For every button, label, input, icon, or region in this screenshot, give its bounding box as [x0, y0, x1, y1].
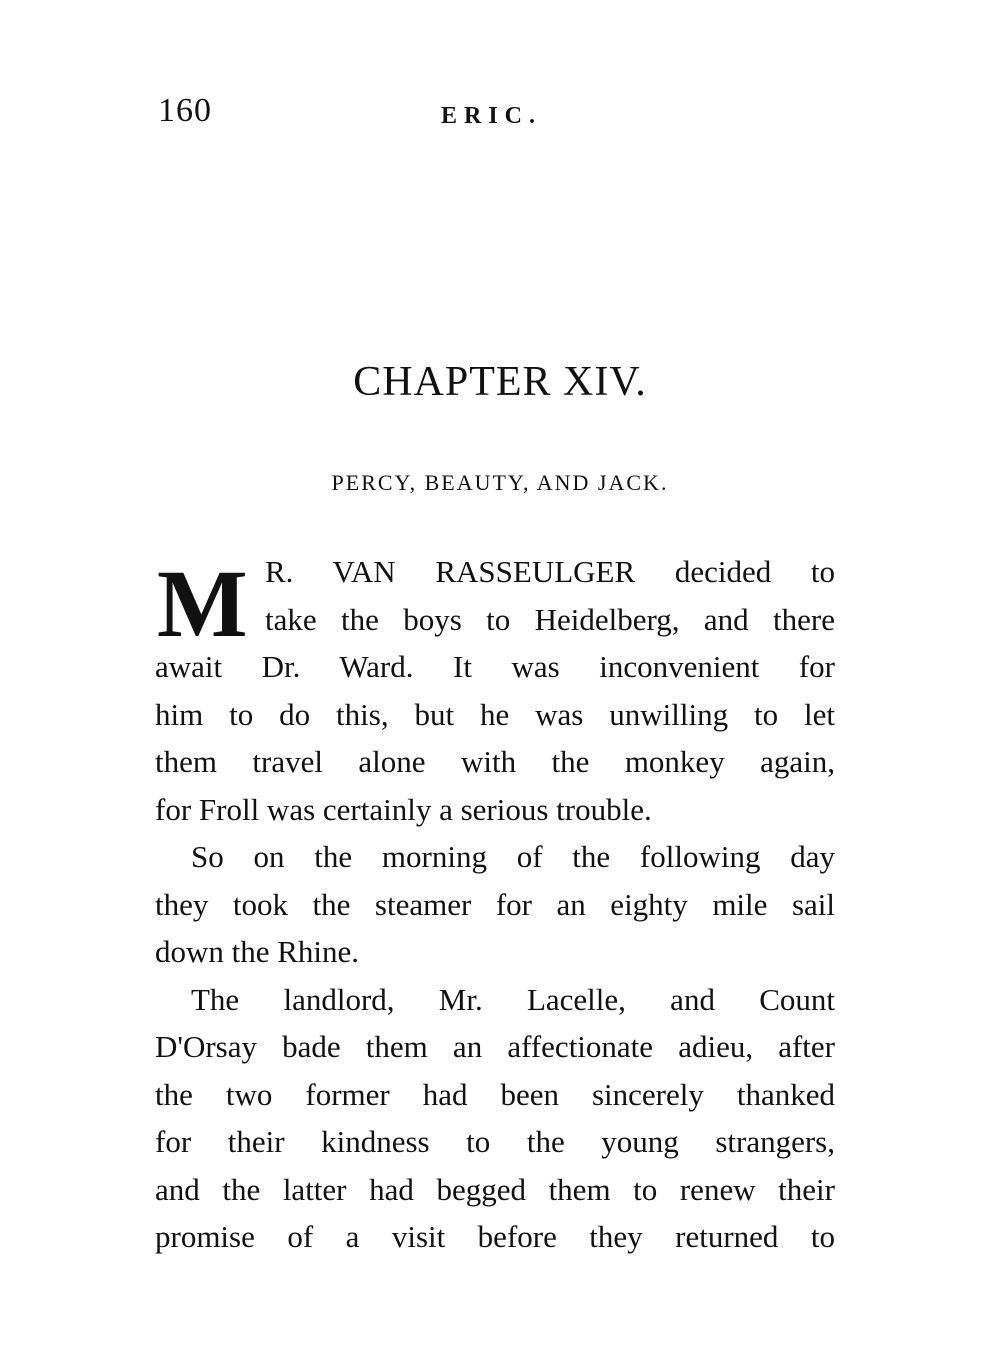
body-line: The landlord, Mr. Lacelle, and Count	[191, 981, 835, 1017]
chapter-title	[0, 358, 1000, 406]
drop-cap: M	[157, 550, 248, 657]
body-text	[155, 548, 835, 1261]
body-line: for Froll was certainly a serious trouble.	[155, 791, 652, 827]
body-line: promise of a visit before they returned to	[155, 1219, 835, 1254]
body-line: take the boys to Heidelberg, and there	[265, 601, 835, 637]
body-line: So on the morning of the following day	[191, 839, 835, 874]
body-line: for their kindness to the young strangers,	[155, 1124, 835, 1159]
body-line: and the latter had begged them to renew their	[155, 1171, 835, 1207]
body-line: him to do this, but he was unwilling to let	[155, 696, 835, 732]
chapter-title-text: CHAPTER XIV.	[353, 359, 647, 405]
chapter-subtitle: PERCY, BEAUTY, AND JACK.	[331, 470, 669, 495]
body-line: them travel alone with the monkey again,	[155, 744, 835, 779]
body-line: the two former had been sincerely thanked	[155, 1076, 835, 1112]
running-title: ERIC.	[441, 103, 543, 129]
body-line: R. VAN RASSEULGER decided to	[265, 554, 835, 589]
body-line: they took the steamer for an eighty mile sail	[155, 886, 835, 922]
page-number: 160	[158, 92, 212, 129]
body-line: D'Orsay bade them an affectionate adieu, after	[155, 1029, 835, 1064]
body-line: down the Rhine.	[155, 934, 360, 969]
body-line: await Dr. Ward. It was inconvenient for	[155, 649, 835, 684]
